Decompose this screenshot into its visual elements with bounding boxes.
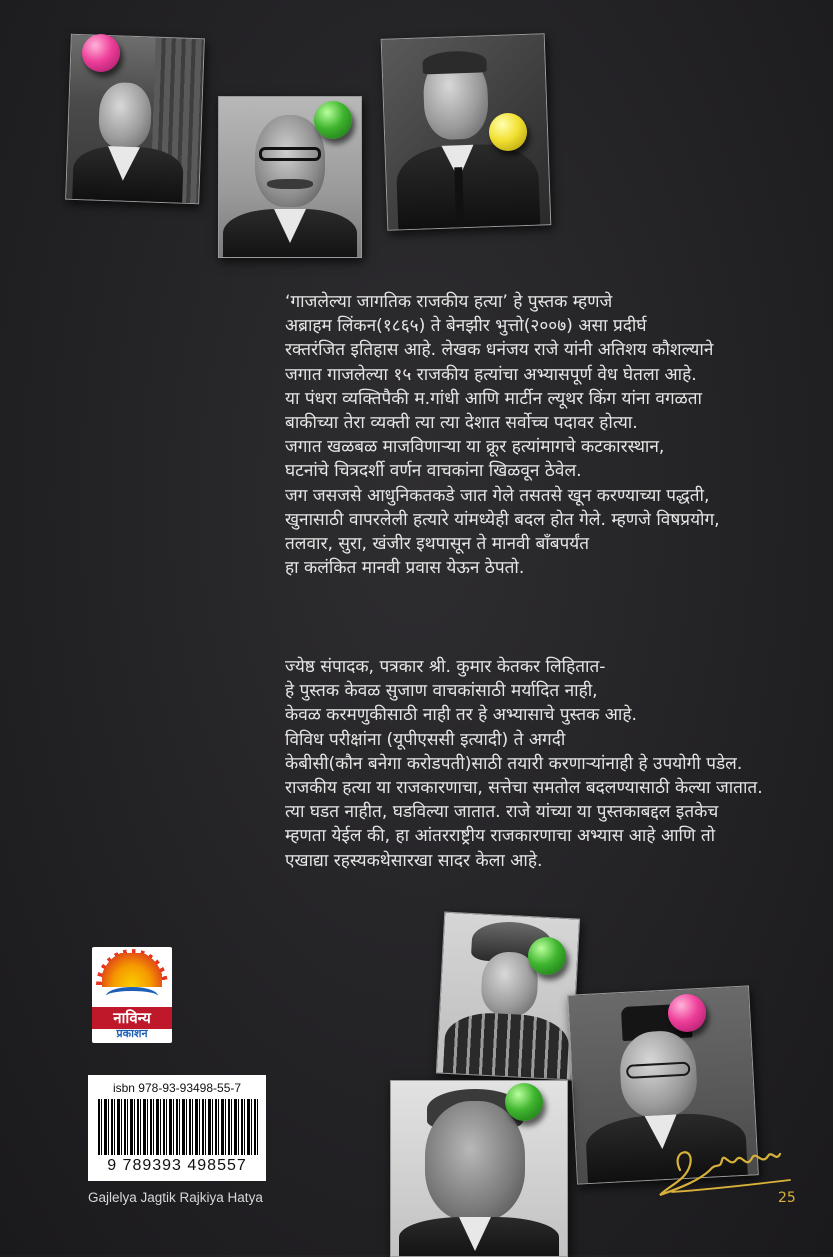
text-line: हा कलंकित मानवी प्रवास येऊन ठेपतो. bbox=[285, 558, 525, 579]
text-line: ज्येष्ठ संपादक, पत्रकार श्री. कुमार केतकर लिहितात- bbox=[285, 657, 606, 677]
text-line: केवळ करमणुकीसाठी नाही तर हे अभ्यासाचे पुस्तक आहे. bbox=[285, 705, 637, 726]
barcode-bars bbox=[98, 1099, 258, 1155]
green-pushpin bbox=[314, 101, 352, 139]
yellow-pushpin bbox=[489, 113, 527, 151]
description-paragraph-2 bbox=[285, 655, 763, 873]
description-paragraph-1 bbox=[285, 290, 720, 580]
text-line: म्हणता येईल की, हा आंतरराष्ट्रीय राजकारणाचा अभ्यास आहे आणि तो bbox=[285, 826, 716, 847]
text-line: बाकीच्या तेरा व्यक्ती त्या त्या देशात सर्वोच्च पदावर होत्या. bbox=[285, 412, 638, 433]
open-book-icon bbox=[106, 987, 158, 1005]
isbn-label: isbn 978-93-93498-55-7 bbox=[112, 1081, 242, 1095]
text-line: राजकीय हत्या या राजकारणाचा, सत्तेचा समतोल बदलण्यासाठी केल्या जातात. bbox=[285, 777, 763, 798]
publisher-subtitle: प्रकाशन bbox=[116, 1027, 148, 1040]
book-title-latin: Gajlelya Jagtik Rajkiya Hatya bbox=[88, 1190, 263, 1205]
text-line: हे पुस्तक केवळ सुजाण वाचकांसाठी मर्यादित नाही, bbox=[285, 681, 598, 702]
text-line: तलवार, सुरा, खंजीर इथपासून ते मानवी बाँबपर्यंत bbox=[285, 533, 590, 554]
text-line: केबीसी(कौन बनेगा करोडपती)साठी तयारी करणाऱ्यांनाही हे उपयोगी पडेल. bbox=[285, 753, 743, 774]
text-line: जग जसजसे आधुनिकतकडे जात गेले तसतसे खून करण्याच्या पद्धती, bbox=[285, 485, 710, 506]
text-line: रक्तरंजित इतिहास आहे. लेखक धनंजय राजे यांनी अतिशय कौशल्याने bbox=[285, 340, 714, 361]
text-line: अब्राहम लिंकन(१८६५) ते बेनझीर भुत्तो(२००७) असा प्रदीर्घ bbox=[285, 316, 647, 337]
pink-pushpin bbox=[668, 994, 706, 1032]
text-line: घटनांचे चित्रदर्शी वर्णन वाचकांना खिळवून ठेवेल. bbox=[285, 461, 582, 482]
portrait-photo-4 bbox=[436, 912, 580, 1081]
green-pushpin bbox=[505, 1083, 543, 1121]
author-signature bbox=[650, 1140, 800, 1210]
publisher-name: नाविन्य bbox=[92, 1007, 172, 1029]
text-line: त्या घडत नाहीत, घडविल्या जातात. राजे यांच्या या पुस्तकाबद्दल इतकेच bbox=[285, 802, 719, 823]
text-line: विविध परीक्षांना (यूपीएससी इत्यादी) ते अगदी bbox=[285, 729, 566, 750]
text-line: या पंधरा व्यक्तिपैकी म.गांधी आणि मार्टीन ल्यूथर किंग यांना वगळता bbox=[285, 388, 702, 409]
svg-text:25: 25 bbox=[778, 1190, 796, 1206]
green-pushpin bbox=[528, 937, 566, 975]
publisher-logo bbox=[92, 947, 172, 1043]
barcode-box bbox=[88, 1075, 266, 1181]
text-line: खुनासाठी वापरलेली हत्यारे यांमध्येही बदल होत गेले. म्हणजे विषप्रयोग, bbox=[285, 509, 720, 530]
sun-icon bbox=[102, 953, 162, 987]
barcode-number: 9 789393 498557 bbox=[107, 1157, 247, 1174]
text-line: ‘गाजलेल्या जागतिक राजकीय हत्या’ हे पुस्तक म्हणजे bbox=[285, 292, 613, 312]
pink-pushpin bbox=[82, 34, 120, 72]
text-line: जगात गाजलेल्या १५ राजकीय हत्यांचा अभ्यासपूर्ण वेध घेतला आहे. bbox=[285, 364, 697, 385]
text-line: जगात खळबळ माजविणाऱ्या या क्रूर हत्यांमागचे कटकारस्थान, bbox=[285, 437, 665, 458]
text-line: एखाद्या रहस्यकथेसारखा सादर केला आहे. bbox=[285, 850, 543, 871]
